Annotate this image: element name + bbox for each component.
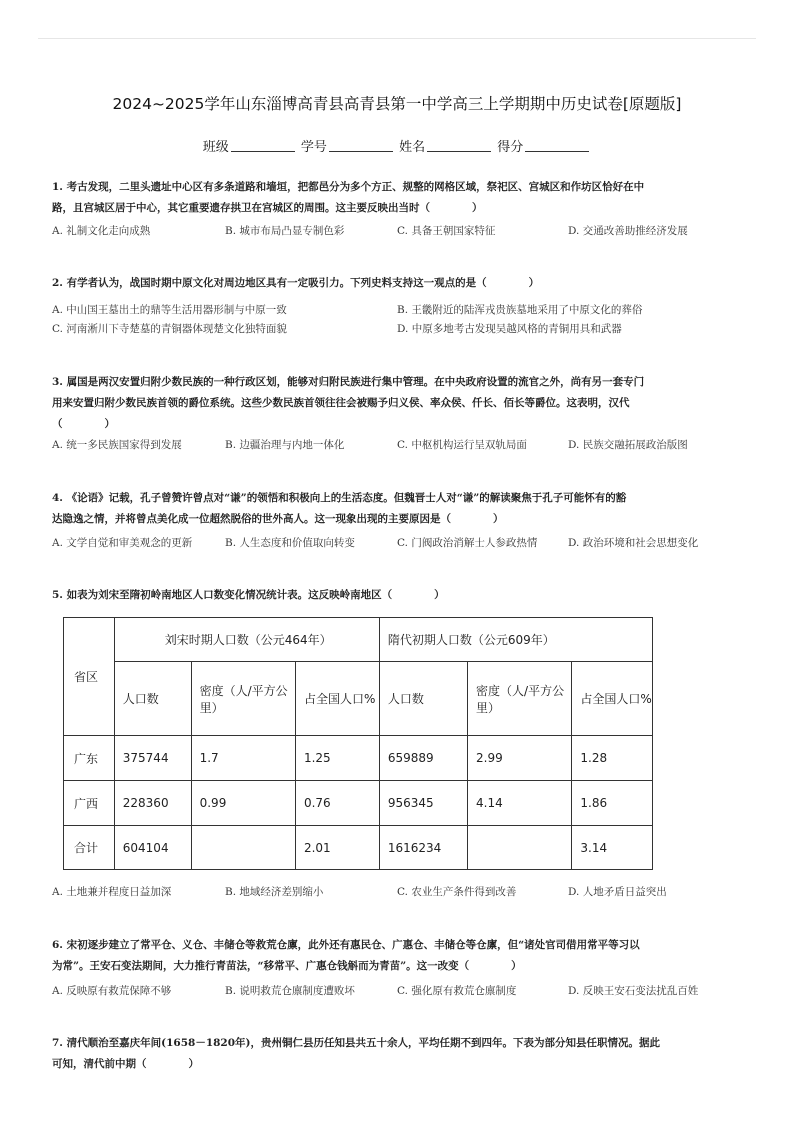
question-number: 5. [52,589,63,601]
table-cell: 228360 [114,781,191,826]
stem-line: 属国是两汉安置归附少数民族的一种行政区划，能够对归附民族进行集中管理。在中央政府设置的流官之外，尚有另一套专门 [66,376,645,388]
question-3-option-c[interactable]: C. 中枢机构运行呈双轨局面 [397,439,527,451]
stem-line: 达隐逸之情，并将曾点美化成一位超然脱俗的世外高人。这一现象出现的主要原因是（ ） [52,513,504,525]
table-row [64,826,653,870]
table-cell [191,826,295,870]
question-5-stem [52,585,742,606]
question-7-stem [52,1033,742,1075]
table-cell: 375744 [114,736,191,781]
question-5-option-a[interactable]: A. 土地兼并程度日益加深 [52,886,172,898]
table-cell [468,826,572,870]
top-rule [38,38,756,39]
table-sub-header: 人口数 [114,662,191,736]
question-5-option-d[interactable]: D. 人地矛盾日益突出 [568,886,667,898]
question-number: 7. [52,1037,63,1049]
population-table [63,617,653,870]
question-number: 1. [52,181,63,193]
question-6-option-d[interactable]: D. 反映王安石变法扰乱百姓 [568,985,699,997]
question-4-option-b[interactable]: B. 人生态度和价值取向转变 [225,537,355,549]
stem-line: 可知，清代前中期（ ） [52,1058,199,1070]
table-cell: 1.28 [572,736,653,781]
question-2-option-a[interactable]: A. 中山国王墓出土的鼎等生活用器形制与中原一致 [52,304,287,316]
question-3-stem [52,372,742,435]
table-cell: 4.14 [468,781,572,826]
table-row-header: 省区 [64,618,115,736]
question-4-option-d[interactable]: D. 政治环境和社会思想变化 [568,537,699,549]
table-sub-header: 人口数 [379,662,467,736]
table-cell: 956345 [379,781,467,826]
question-1-option-d[interactable]: D. 交通改善助推经济发展 [568,225,688,237]
stem-line: 为常”。王安石变法期间，大力推行青苗法，“移常平、广惠仓钱斛而为青苗”。这一改变（ ） [52,960,522,972]
page-title: 2024~2025学年山东淄博高青县高青县第一中学高三上学期期中历史试卷[原题版] [112,95,682,113]
question-number: 4. [52,492,63,504]
table-cell: 1.7 [191,736,295,781]
table-sub-header: 占全国人口% [295,662,379,736]
class-label: 班级 [202,140,229,155]
table-group-header: 刘宋时期人口数（公元464年） [114,618,379,662]
student-id-blank[interactable] [329,139,393,152]
question-1-option-c[interactable]: C. 具备王朝国家特征 [397,225,496,237]
table-sub-header: 占全国人口% [572,662,653,736]
stem-line: 如表为刘宋至隋初岭南地区人口数变化情况统计表。这反映岭南地区（ ） [66,589,445,601]
stem-line: 有学者认为，战国时期中原文化对周边地区具有一定吸引力。下列史料支持这一观点的是（ ） [66,277,540,289]
question-2-option-b[interactable]: B. 王畿附近的陆浑戎贵族墓地采用了中原文化的葬俗 [397,304,643,316]
question-6-stem [52,935,742,977]
question-3-option-a[interactable]: A. 统一多民族国家得到发展 [52,439,182,451]
question-number: 2. [52,277,63,289]
question-4-option-a[interactable]: A. 文学自觉和审美观念的更新 [52,537,193,549]
class-blank[interactable] [231,139,295,152]
table-cell: 3.14 [572,826,653,870]
stem-line: 考古发现，二里头遗址中心区有多条道路和墙垣，把都邑分为多个方正、规整的网格区域，祭祀区、宫城区和作坊区恰好在中 [66,181,645,193]
question-3-option-d[interactable]: D. 民族交融拓展政治版图 [568,439,688,451]
table-group-header: 隋代初期人口数（公元609年） [379,618,652,662]
table-cell: 604104 [114,826,191,870]
question-1-option-b[interactable]: B. 城市布局凸显专制色彩 [225,225,345,237]
score-label: 得分 [497,140,524,155]
table-cell: 合计 [64,826,115,870]
table-cell: 0.76 [295,781,379,826]
question-2-option-d[interactable]: D. 中原多地考古发现吴越风格的青铜用具和武器 [397,323,622,335]
table-row [64,736,653,781]
question-3-option-b[interactable]: B. 边疆治理与内地一体化 [225,439,345,451]
question-4-stem [52,488,742,530]
stem-line: 宋初逐步建立了常平仓、义仓、丰储仓等救荒仓廪，此外还有惠民仓、广惠仓、丰储仓等仓廪，但“诸处官司借用常平等习以 [66,939,640,951]
stem-line: 清代顺治至嘉庆年间(1658－1820年)，贵州铜仁县历任知县共五十余人，平均任期不到四年。下表为部分知县任职情况。据此 [66,1037,661,1049]
table-cell: 1.86 [572,781,653,826]
question-1-option-a[interactable]: A. 礼制文化走向成熟 [52,225,151,237]
table-cell: 659889 [379,736,467,781]
question-6-option-b[interactable]: B. 说明救荒仓廪制度遭败坏 [225,985,355,997]
table-sub-header: 密度（人/平方公里） [468,662,572,736]
stem-line: 用来安置归附少数民族首领的爵位系统。这些少数民族首领往往会被赐予归义侯、率众侯、仟长、佰长等爵位。这表明，汉代 [52,397,630,409]
question-5-option-b[interactable]: B. 地域经济差别缩小 [225,886,324,898]
question-number: 3. [52,376,63,388]
question-6-option-a[interactable]: A. 反映原有救荒保障不够 [52,985,172,997]
student-info-line [0,136,794,155]
table-sub-header: 密度（人/平方公里） [191,662,295,736]
student-id-label: 学号 [300,140,327,155]
question-5-option-c[interactable]: C. 农业生产条件得到改善 [397,886,517,898]
stem-line: （ ） [52,418,115,430]
table-cell: 广东 [64,736,115,781]
table-cell: 0.99 [191,781,295,826]
table-cell: 1.25 [295,736,379,781]
table-cell: 2.99 [468,736,572,781]
table-cell: 2.01 [295,826,379,870]
question-2-option-c[interactable]: C. 河南淅川下寺楚墓的青铜器体现楚文化独特面貌 [52,323,287,335]
name-blank[interactable] [427,139,491,152]
table-cell: 1616234 [379,826,467,870]
table-row [64,781,653,826]
table-cell: 广西 [64,781,115,826]
question-1-stem [52,177,742,219]
stem-line: 《论语》记载，孔子曾赞许曾点对“谦”的领悟和积极向上的生活态度。但魏晋士人对“谦”的解读聚焦于孔子可能怀有的豁 [66,492,627,504]
question-number: 6. [52,939,63,951]
question-4-option-c[interactable]: C. 门阀政治消解士人参政热情 [397,537,538,549]
question-2-stem [52,273,742,294]
score-blank[interactable] [525,139,589,152]
name-label: 姓名 [399,140,426,155]
stem-line: 路，且宫城区居于中心，其它重要遗存拱卫在宫城区的周围。这主要反映出当时（ ） [52,202,483,214]
question-6-option-c[interactable]: C. 强化原有救荒仓廪制度 [397,985,517,997]
